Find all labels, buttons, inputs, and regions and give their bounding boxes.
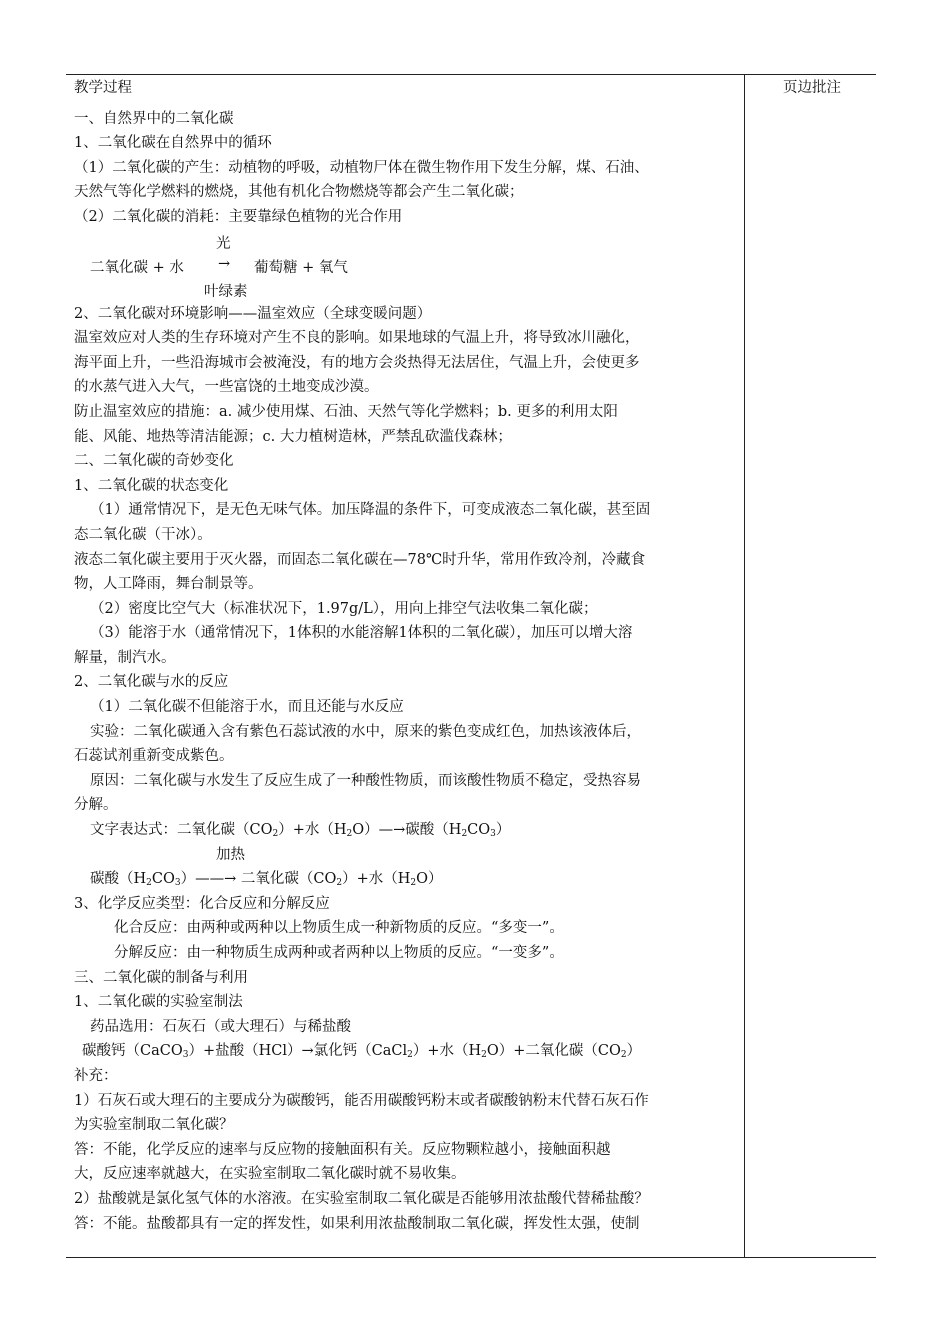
word-equation-2: 碳酸$(H_2CO_3)——\to$ 二氧化碳$(CO_2)+$水$(H_2O)$ (90, 871, 443, 889)
subsection-heading: 1、二氧化碳的实验室制法 (74, 994, 243, 1011)
paragraph-line: （1）二氧化碳的产生：动植物的呼吸，动植物尸体在微生物作用下发生分解，煤、石油、 (74, 159, 649, 176)
paragraph-line: 海平面上升，一些沿海城市会被淹没，有的地方会炎热得无法居住，气温上升，会使更多 (74, 354, 640, 371)
paragraph-line: 能、风能、地热等清洁能源；c. 大力植树造林，严禁乱砍滥伐森林； (74, 428, 512, 445)
section-heading: 一、自然界中的二氧化碳 (74, 110, 234, 127)
paragraph-line: 补充： (74, 1067, 118, 1084)
lesson-table (66, 74, 876, 1258)
paragraph-line: （1）通常情况下，是无色无味气体。加压降温的条件下，可变成液态二氧化碳，甚至固 (90, 502, 651, 519)
process-header: 教学过程 (74, 80, 132, 96)
paragraph-line: 温室效应对人类的生存环境对产生不良的影响。如果地球的气温上升，将导致冰川融化， (74, 330, 640, 347)
condition-chlorophyll: 叶绿素 (204, 283, 248, 300)
paragraph-line: （1）二氧化碳不但能溶于水，而且还能与水反应 (90, 699, 404, 716)
paragraph-line: 药品选用：石灰石（或大理石）与稀盐酸 (90, 1018, 351, 1035)
paragraph-line: 石蕊试剂重新变成紫色。 (74, 748, 234, 765)
subsection-heading: 2、二氧化碳对环境影响——温室效应（全球变暖问题） (74, 305, 432, 322)
subsection-heading: 1、二氧化碳的状态变化 (74, 477, 229, 494)
section-heading: 三、二氧化碳的制备与利用 (74, 969, 248, 986)
subsection-heading: 1、二氧化碳在自然界中的循环 (74, 135, 272, 152)
paragraph-line: 原因：二氧化碳与水发生了反应生成了一种酸性物质，而该酸性物质不稳定，受热容易 (90, 772, 641, 789)
word-equation-1: 文字表达式：二氧化碳$(CO_2)+$水$(H_2O)—\to$碳酸$(H_2CO_3)$ (90, 822, 511, 840)
paragraph-line: 天然气等化学燃料的燃烧，其他有机化合物燃烧等都会产生二氧化碳； (74, 184, 524, 201)
reactants: 二氧化碳 + 水 (90, 259, 184, 276)
subsection-heading: 2、二氧化碳与水的反应 (74, 674, 229, 691)
subsection-heading: 3、化学反应类型：化合反应和分解反应 (74, 895, 330, 912)
photosynthesis-equation (74, 230, 739, 302)
paragraph-line: 答：不能。盐酸都具有一定的挥发性，如果利用浓盐酸制取二氧化碳，挥发性太强，使制 (74, 1215, 640, 1232)
paragraph-line: 分解。 (74, 797, 118, 814)
products: 葡萄糖 + 氧气 (254, 259, 348, 276)
paragraph-line: （2）密度比空气大（标准状况下，1.97g/L），用向上排空气法收集二氧化碳； (90, 600, 598, 617)
teaching-process-column (74, 76, 739, 1258)
paragraph-line: （2）二氧化碳的消耗：主要靠绿色植物的光合作用 (74, 208, 403, 225)
paragraph-line: 防止温室效应的措施：a. 减少使用煤、石油、天然气等化学燃料；b. 更多的利用太阳 (74, 403, 618, 420)
table-top-border (66, 74, 876, 75)
section-heading: 二、二氧化碳的奇妙变化 (74, 453, 234, 470)
condition-heat: 加热 (216, 846, 245, 863)
margin-notes-header: 页边批注 (783, 80, 841, 96)
paragraph-line: 1）石灰石或大理石的主要成分为碳酸钙，能否用碳酸钙粉末或者碳酸钠粉末代替石灰石作 (74, 1092, 649, 1109)
paragraph-line: 化合反应：由两种或两种以上物质生成一种新物质的反应。“多变一”。 (114, 920, 564, 937)
paragraph-line: 解量，制汽水。 (74, 649, 176, 666)
paragraph-line: 的水蒸气进入大气，一些富饶的土地变成沙漠。 (74, 379, 379, 396)
paragraph-line: 态二氧化碳（干冰）。 (74, 526, 212, 543)
paragraph-line: 答：不能，化学反应的速率与反应物的接触面积有关。反应物颗粒越小，接触面积越 (74, 1141, 611, 1158)
margin-notes-column (748, 76, 876, 101)
word-equation-3: 碳酸钙（CaCO$_3$）+盐酸（HCl）→氯化钙（CaCl$_2$）+水$(H_2O)+$二氧化碳$(CO_2)$ (82, 1043, 642, 1061)
reaction-arrow: → (218, 255, 231, 272)
paragraph-line: 物，人工降雨，舞台制景等。 (74, 576, 263, 593)
paragraph-line: 液态二氧化碳主要用于灭火器，而固态二氧化碳在—78℃时升华，常用作致冷剂，冷藏食 (74, 551, 646, 568)
paragraph-line: 为实验室制取二氧化碳？ (74, 1117, 234, 1134)
paragraph-line: 大，反应速率就越大，在实验室制取二氧化碳时就不易收集。 (74, 1166, 466, 1183)
condition-light: 光 (216, 235, 231, 252)
paragraph-line: 分解反应：由一种物质生成两种或者两种以上物质的反应。“一变多”。 (114, 945, 564, 961)
paragraph-line: 2）盐酸就是氯化氢气体的水溶液。在实验室制取二氧化碳是否能够用浓盐酸代替稀盐酸？ (74, 1190, 649, 1207)
paragraph-line: （3）能溶于水（通常情况下，1体积的水能溶解1体积的二氧化碳），加压可以增大溶 (90, 625, 633, 642)
column-divider (744, 74, 745, 1258)
paragraph-line: 实验：二氧化碳通入含有紫色石蕊试液的水中，原来的紫色变成红色，加热该液体后， (90, 723, 641, 740)
